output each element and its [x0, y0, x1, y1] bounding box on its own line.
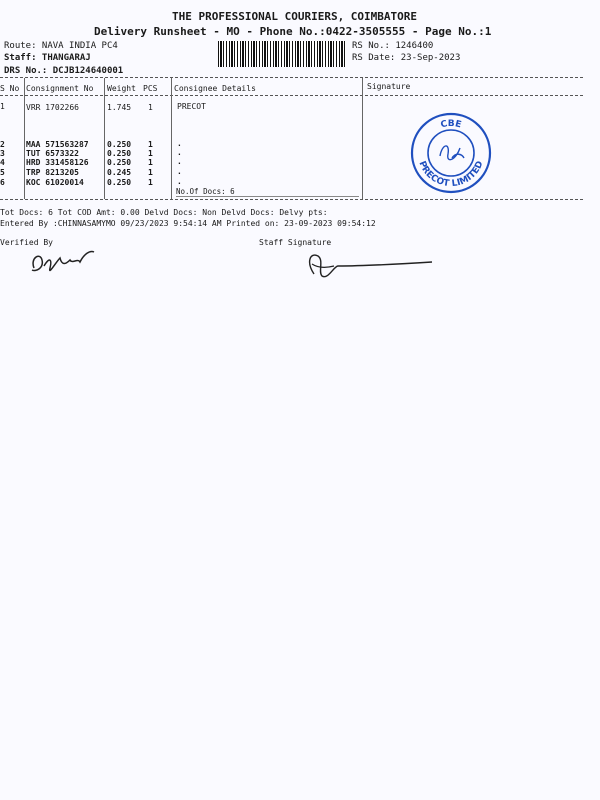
barcode [218, 41, 346, 67]
column-header: Signature [367, 82, 411, 91]
stamp-signature [440, 146, 464, 160]
col-divider [362, 78, 363, 199]
table-row-sno: 2 [0, 140, 5, 149]
column-header: Consignee Details [174, 84, 256, 93]
rs-date: RS Date: 23-Sep-2023 [352, 53, 461, 63]
col-divider [24, 78, 25, 199]
table-bottom-rule [0, 199, 583, 200]
totals-line: Tot Docs: 6 Tot COD Amt: 0.00 Delvd Docs: Non Delvd Docs: Delvy pts: [0, 208, 328, 217]
table-row-consignment: TRP 8213205 [26, 168, 79, 177]
table-row-pcs: 1 [148, 158, 153, 167]
route-label: Route: NAVA INDIA PC4 [4, 41, 118, 51]
rs-number: RS No.: 1246400 [352, 41, 434, 51]
table-row-details: . [177, 139, 182, 148]
drs-number: DRS No.: DCJB124640001 [4, 66, 124, 76]
verifier-signature [26, 246, 106, 280]
staff-signature-label: Staff Signature [259, 238, 332, 247]
table-row-details: . [177, 167, 182, 176]
table-row-weight: 0.250 [107, 158, 132, 167]
table-row-pcs: 1 [148, 178, 153, 187]
table-row-consignment: TUT 6573322 [26, 149, 79, 158]
staff-label: Staff: THANGARAJ [4, 53, 91, 63]
verified-by-label: Verified By [0, 238, 53, 247]
table-row-sno: 6 [0, 178, 5, 187]
table-row-details: . [177, 157, 182, 166]
staff-signature [300, 244, 440, 284]
no-of-docs: No.Of Docs: 6 [176, 187, 235, 196]
col-divider [171, 78, 172, 199]
table-row-sno: 3 [0, 149, 5, 158]
table-row-details: PRECOT [177, 102, 206, 111]
company-stamp [410, 112, 492, 194]
column-header: PCS [143, 84, 158, 93]
table-row-weight: 1.745 [107, 103, 132, 112]
svg-text:CBE [440, 119, 463, 131]
document-title: THE PROFESSIONAL COURIERS, COIMBATORE [172, 10, 418, 23]
table-row-weight: 0.250 [107, 178, 132, 187]
table-row-sno: 5 [0, 168, 5, 177]
column-header: Weight [107, 84, 136, 93]
table-row-consignment: MAA 571563287 [26, 140, 89, 149]
column-header: Consignment No [26, 84, 94, 93]
table-row-details: . [177, 148, 182, 157]
col-divider [104, 78, 105, 199]
docs-underline [176, 196, 359, 197]
table-row-sno: 4 [0, 158, 5, 167]
table-header-rule [0, 95, 583, 96]
entered-by-line: Entered By :CHINNASAMYMO 09/23/2023 9:54:14 AM Printed on: 23-09-2023 09:54:12 [0, 219, 376, 228]
stamp-ring-text: PRECOT LIMITED [416, 159, 486, 190]
table-row-pcs: 1 [148, 168, 153, 177]
table-top-rule [0, 77, 583, 78]
table-row-weight: 0.250 [107, 149, 132, 158]
table-row-pcs: 1 [148, 140, 153, 149]
stamp-top-text: CBE [439, 118, 463, 131]
table-row-consignment: VRR 1702266 [26, 103, 79, 112]
table-row-pcs: 1 [148, 103, 153, 112]
column-header: S No [0, 84, 20, 93]
table-row-sno: 1 [0, 102, 5, 111]
table-row-pcs: 1 [148, 149, 153, 158]
table-row-consignment: HRD 331458126 [26, 158, 89, 167]
table-row-weight: 0.250 [107, 140, 132, 149]
table-row-consignment: KOC 61020014 [26, 178, 84, 187]
table-row-details: . [177, 177, 182, 186]
table-row-weight: 0.245 [107, 168, 132, 177]
document-subtitle: Delivery Runsheet - MO - Phone No.:0422-3505555 - Page No.:1 [94, 25, 492, 38]
